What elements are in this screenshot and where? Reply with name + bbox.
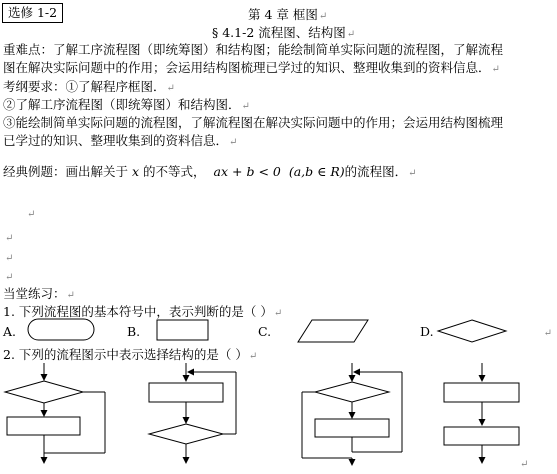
option-a-label: A. (3, 324, 17, 339)
flowchart-d (444, 363, 519, 463)
course-tag: 选修 1-2 (2, 3, 63, 23)
question-1: 1. 下列流程图的基本符号中，表示判断的是（ ）↵ (3, 304, 283, 319)
requirement-item-3-line-2: 已学过的知识、整理收集到的资料信息．↵ (3, 133, 238, 148)
blank-line-mark: ↵ (5, 272, 14, 283)
option-b-label: B. (127, 324, 141, 339)
flowchart-a (5, 363, 105, 463)
io-shape (298, 320, 368, 342)
key-points-line-1: 重难点：了解工序流程图（即统筹图）和结构图；能绘制简单实际问题的流程图，了解流程 (3, 42, 504, 57)
requirement-item-3-line-1: ③能绘制简单实际问题的流程图，了解流程图在解决实际问题中的作用；会运用结构图梳理 (3, 115, 504, 130)
option-d-label: D. ↵ (420, 324, 552, 339)
flowchart-c (302, 363, 402, 465)
requirement-item-2: ②了解工序流程图（即统筹图）和结构图．↵ (3, 97, 250, 112)
option-c-label: C. (258, 324, 272, 339)
decision-shape (438, 320, 506, 342)
terminal-shape (28, 319, 94, 340)
end-mark: ↵ (520, 459, 529, 470)
flowchart-b (149, 363, 236, 463)
requirements-title: 考纲要求：①了解程序框图．↵ (3, 79, 175, 94)
key-points-line-2: 图在解决实际问题中的作用；会运用结构图梳理已学过的知识、整理收集到的资料信息．↵ (3, 60, 500, 75)
chapter-title: 第 4 章 框图↵ (248, 7, 328, 22)
question-2: 2. 下列的流程图示中表示选择结构的是（ ）↵ (3, 347, 258, 362)
blank-line-mark: ↵ (5, 253, 14, 264)
blank-line-mark: ↵ (5, 233, 14, 244)
process-shape (157, 320, 208, 340)
example-question: 经典例题：画出解关于 x 的不等式， ax + b < 0 (a,b ∈ R)的流程图．↵ (3, 164, 417, 179)
blank-line-mark: ↵ (27, 209, 36, 220)
practice-title: 当堂练习：↵ (3, 286, 75, 301)
section-title: § 4.1-2 流程图、结构图↵ (212, 25, 356, 40)
